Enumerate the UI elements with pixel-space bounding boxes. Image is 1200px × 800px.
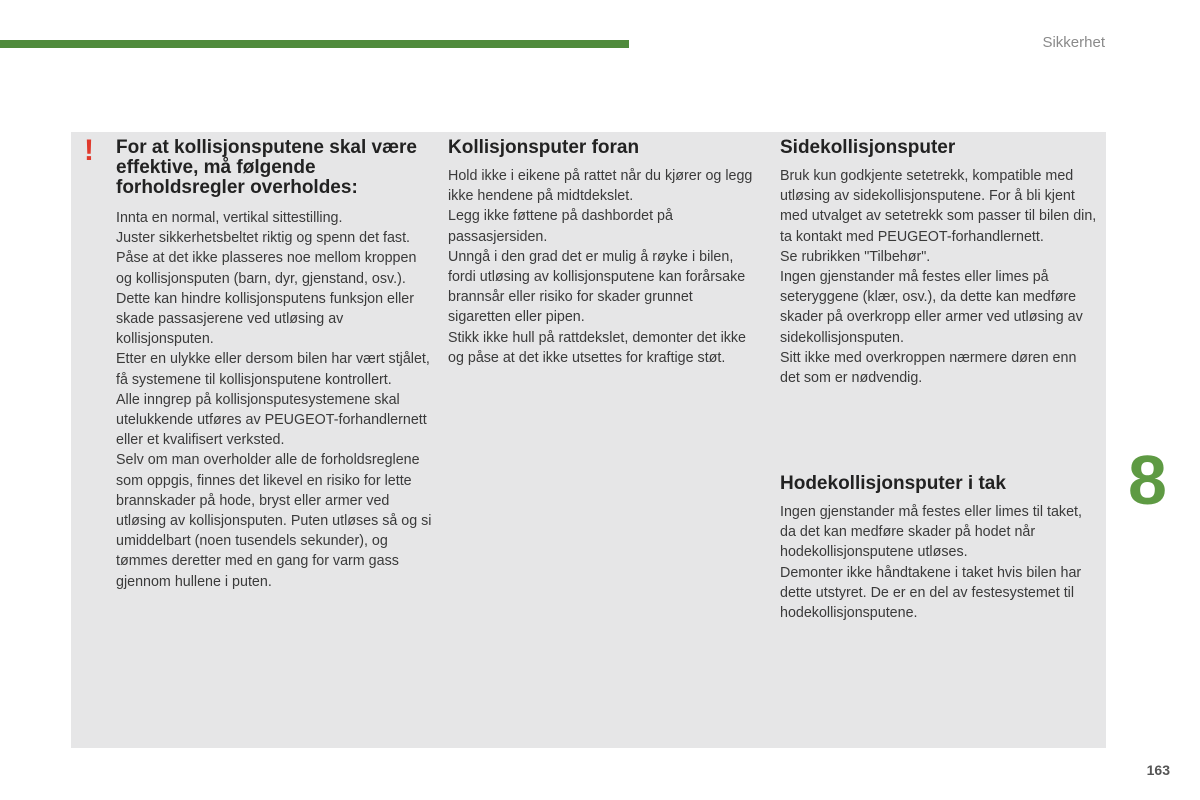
front-airbags-heading: Kollisjonsputer foran bbox=[448, 137, 640, 158]
roof-airbags-line: Demonter ikke håndtakene i taket hvis bilen har dette utstyret. De er en del av festesystemet til hodekollisjonsputene. bbox=[780, 564, 1082, 622]
front-airbags-line: Stikk ikke hull på rattdekslet, demonter det ikke og påse at det ikke utsettes for kraftige støt. bbox=[448, 329, 746, 366]
chapter-number: 8 bbox=[1128, 441, 1167, 519]
warning-line: Alle inngrep på kollisjonsputesystemene skal utelukkende utføres av PEUGEOT-forhandlernett eller et kvalifisert verksted. bbox=[116, 391, 427, 449]
warning-column bbox=[116, 138, 436, 592]
warning-line: Juster sikkerhetsbeltet riktig og spenn det fast. bbox=[116, 230, 411, 247]
warning-body bbox=[116, 208, 436, 592]
side-airbags-line: Bruk kun godkjente setetrekk, kompatible med utløsing av sidekollisjonsputene. For å bli kjent med utvalget av setetrekk som passer til bilen din, ta kontakt med PEUGEOT-forhandlernett. bbox=[780, 168, 1097, 245]
roof-airbags-column bbox=[780, 474, 1098, 623]
warning-line: Påse at det ikke plasseres noe mellom kroppen og kollisjonsputen (barn, dyr, gjenstand, osv.). Dette kan hindre kollisjonsputens funksjon eller skade passasjerene ved utløsing av kollisjonsputen. bbox=[116, 250, 417, 348]
front-airbags-column bbox=[448, 138, 753, 368]
page-number: 163 bbox=[1146, 762, 1170, 778]
side-airbags-heading: Sidekollisjonsputer bbox=[780, 137, 956, 158]
roof-airbags-body bbox=[780, 502, 1098, 623]
warning-line: Etter en ulykke eller dersom bilen har vært stjålet, få systemene til kollisjonsputene kontrollert. bbox=[116, 351, 430, 388]
side-airbags-column bbox=[780, 138, 1098, 388]
front-airbags-line: Unngå i den grad det er mulig å røyke i bilen, fordi utløsing av kollisjonsputene kan forårsake brannsår eller risiko for skader grunnet sigaretten eller pipen. bbox=[448, 248, 746, 326]
front-airbags-body bbox=[448, 166, 753, 368]
front-airbags-line: Legg ikke føttene på dashbordet på passasjersiden. bbox=[448, 208, 673, 245]
exclamation-icon: ! bbox=[84, 134, 94, 167]
side-airbags-body bbox=[780, 166, 1098, 388]
side-airbags-line: Se rubrikken "Tilbehør". bbox=[780, 248, 931, 265]
header-accent-bar bbox=[0, 40, 629, 48]
warning-title: For at kollisjonsputene skal være effektive, må følgende forholdsregler overholdes: bbox=[116, 137, 417, 198]
roof-airbags-line: Ingen gjenstander må festes eller limes til taket, da det kan medføre skader på hodet når hodekollisjonsputene utløses. bbox=[780, 504, 1082, 561]
warning-line: Selv om man overholder alle de forholdsreglene som oppgis, finnes det likevel en risiko for lette brannskader på hode, bryst eller armer ved utløsing av kollisjonsputen. Puten utløses så og si umiddelbart (noen tusendels sekunder), og tømmes deretter med en gang for varm gass gjennom hullene i puten. bbox=[116, 452, 432, 590]
front-airbags-line: Hold ikke i eikene på rattet når du kjører og legg ikke hendene på midtdekslet. bbox=[448, 168, 753, 205]
side-airbags-line: Ingen gjenstander må festes eller limes på seteryggene (klær, osv.), da dette kan medføre skader på overkropp eller armer ved utløsing av sidekollisjonsputen. bbox=[780, 269, 1083, 346]
warning-line: Innta en normal, vertikal sittestilling. bbox=[116, 210, 343, 226]
section-title: Sikkerhet bbox=[1042, 34, 1105, 51]
side-airbags-line: Sitt ikke med overkroppen nærmere døren enn det som er nødvendig. bbox=[780, 349, 1077, 387]
roof-airbags-heading: Hodekollisjonsputer i tak bbox=[780, 473, 1006, 494]
